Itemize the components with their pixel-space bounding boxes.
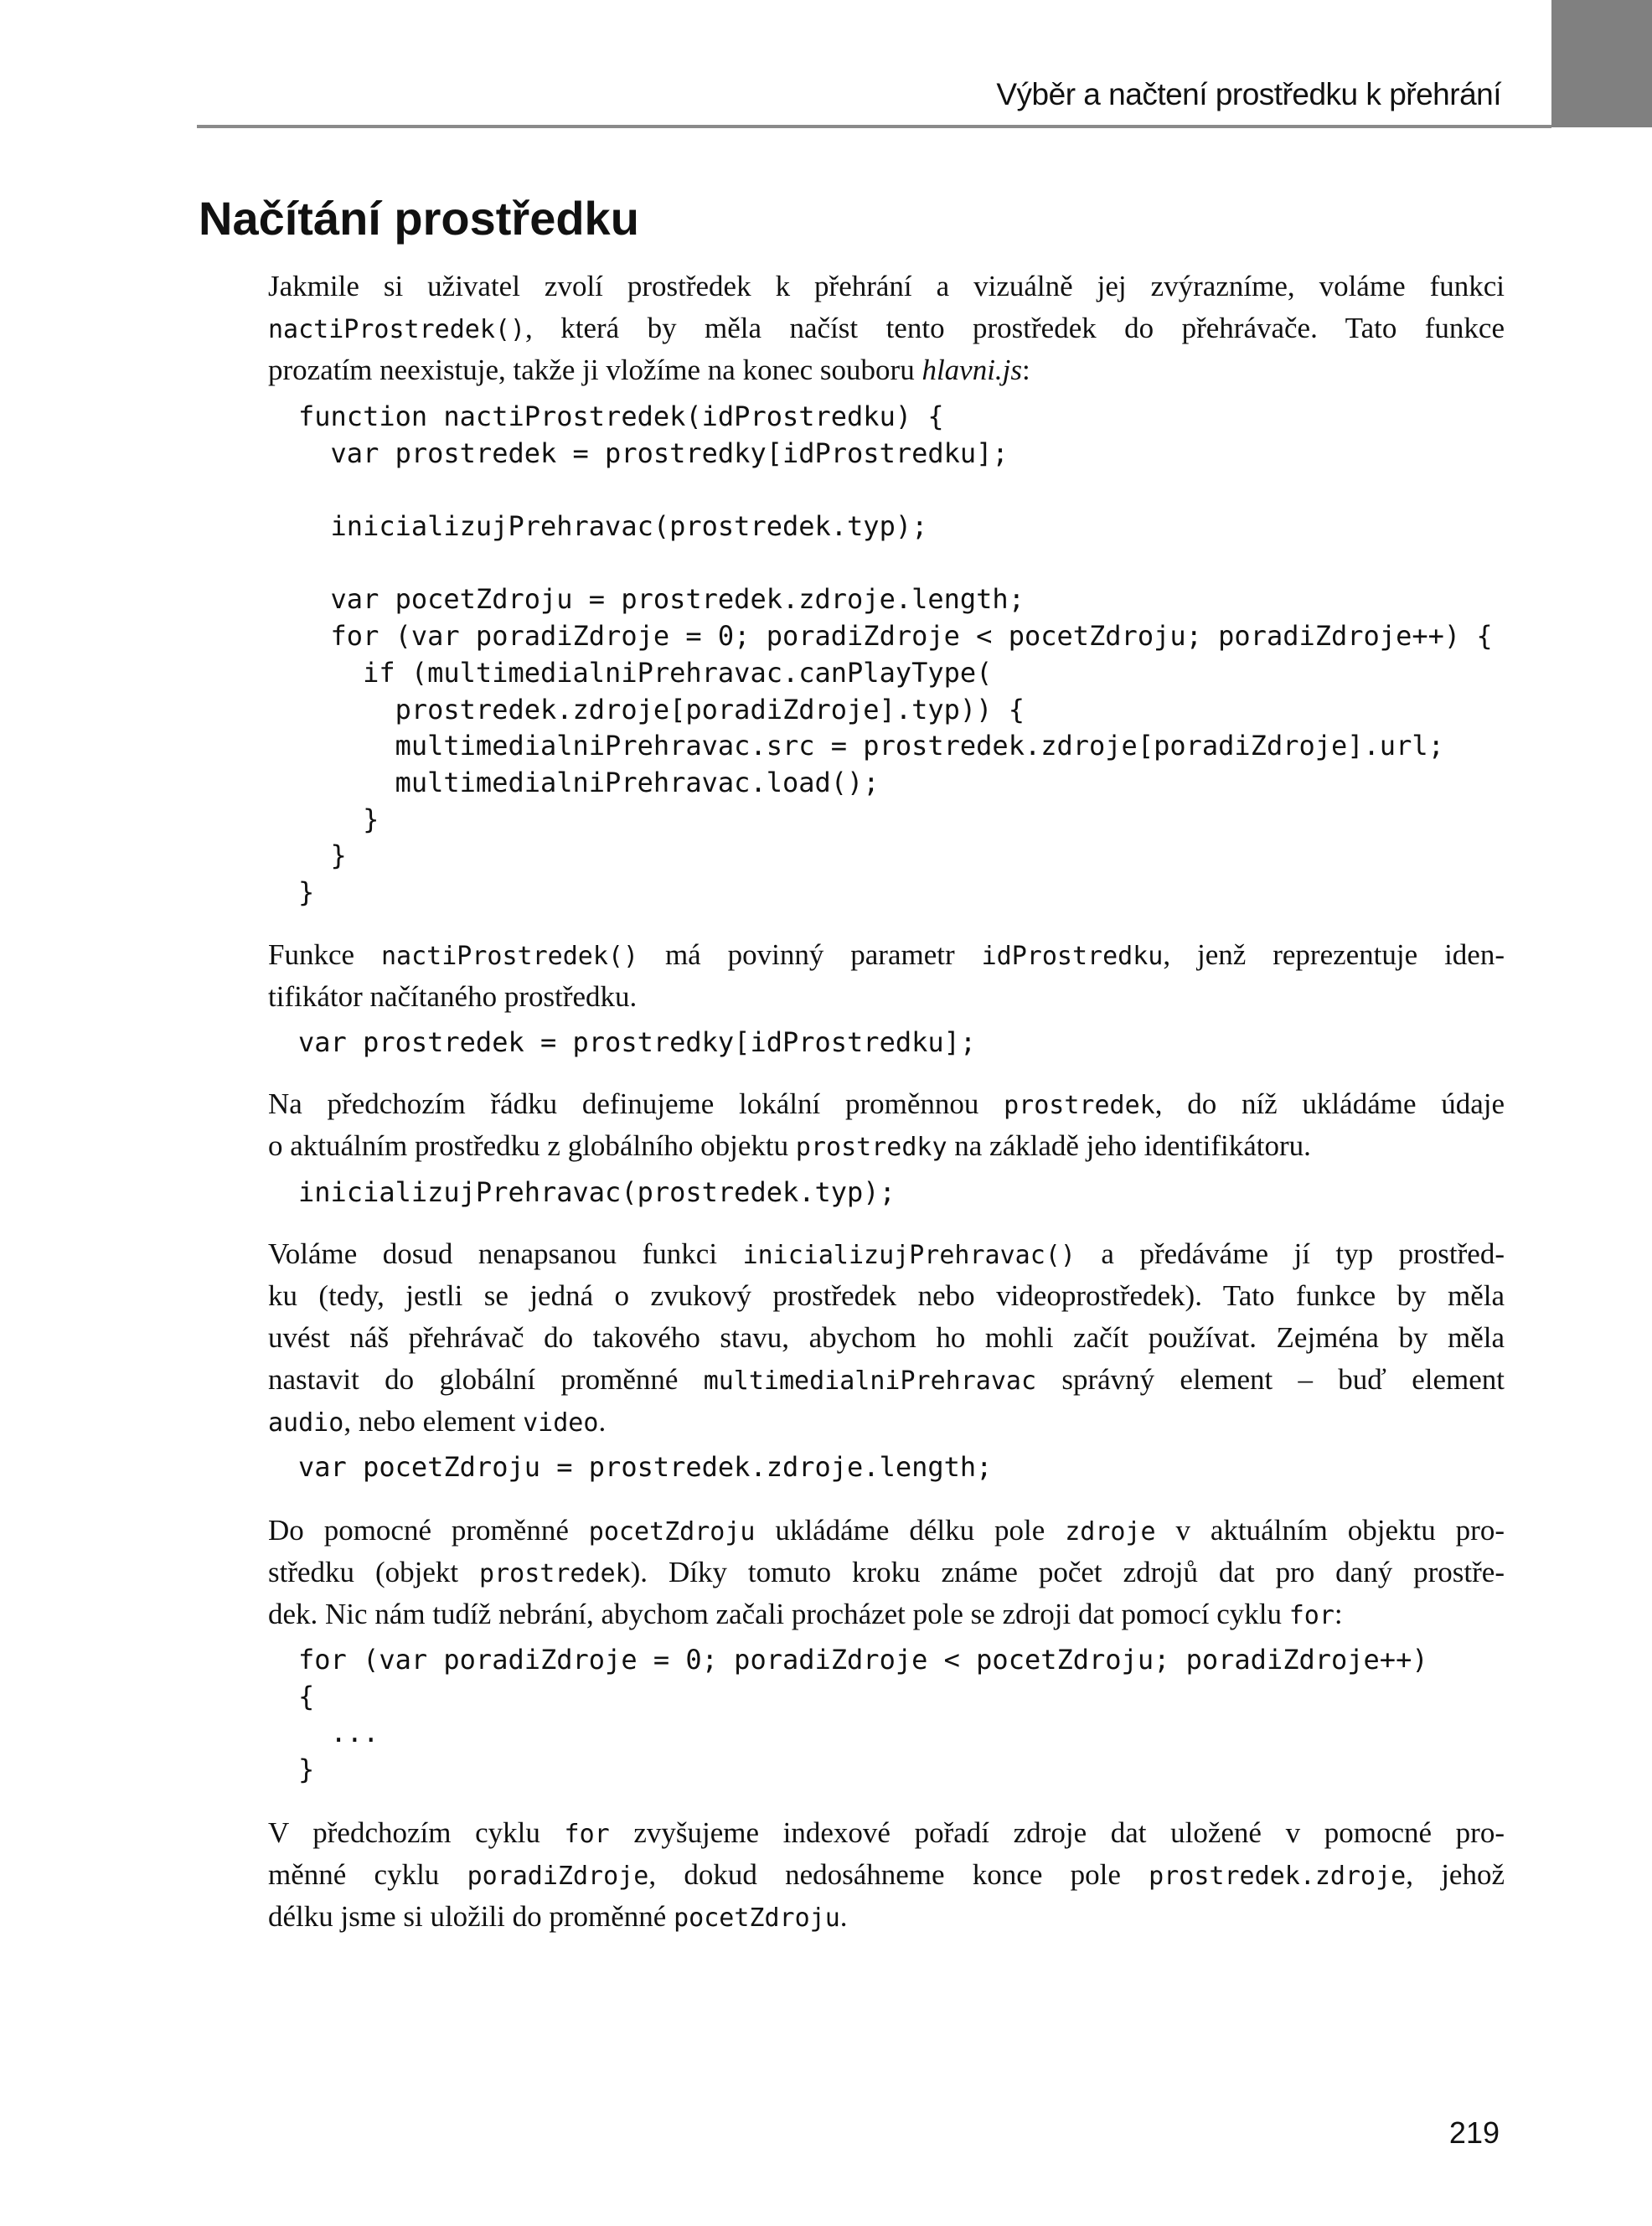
text-line	[268, 1552, 1505, 1593]
text-line	[268, 1593, 1505, 1635]
code-line: }	[298, 875, 315, 908]
code-line: if (multimedialniPrehravac.canPlayType(	[298, 656, 993, 689]
text-run: .	[839, 1900, 848, 1933]
text-line	[268, 976, 1505, 1018]
inline-code: prostredek	[479, 1559, 631, 1588]
header-rule	[197, 125, 1551, 128]
text-run: zvyšujeme indexové pořadí zdroje dat uložené v pomocné pro-	[609, 1816, 1505, 1849]
text-run: středku (objekt	[268, 1556, 480, 1588]
text-run: o aktuálním prostředku z globálního objektu	[268, 1129, 796, 1162]
paragraph	[268, 1510, 1505, 1635]
text-run: ). Díky tomuto kroku známe počet zdrojů dat pro daný prostře-	[630, 1556, 1505, 1588]
code-line: }	[298, 803, 379, 835]
code-block	[298, 1449, 992, 1486]
text-run: uvést náš přehrávač do takového stavu, abychom ho mohli začít používat. Zejména by měla	[268, 1321, 1505, 1354]
text-run: v aktuálním objektu pro-	[1155, 1514, 1505, 1547]
text-run: , jehož	[1406, 1858, 1505, 1891]
text-run: , jenž reprezentuje iden-	[1163, 938, 1505, 971]
text-line	[268, 1401, 1505, 1443]
text-run: , nebo element	[343, 1405, 524, 1438]
code-block	[298, 1025, 976, 1061]
chapter-tab	[1551, 0, 1652, 127]
text-line	[268, 934, 1505, 976]
code-line: inicializujPrehravac(prostredek.typ);	[298, 510, 928, 543]
code-line: {	[298, 1680, 315, 1712]
text-run: má povinný parametr	[638, 938, 982, 971]
inline-code: poradiZdroje	[467, 1862, 649, 1891]
text-line	[268, 307, 1505, 349]
code-line: for (var poradiZdroje = 0; poradiZdroje < pocetZdroju; poradiZdroje++)	[298, 1644, 1428, 1676]
running-header: Výběr a načtení prostředku k přehrání	[996, 77, 1501, 111]
code-line: multimedialniPrehravac.load();	[298, 766, 880, 798]
inline-code: nactiProstredek()	[380, 942, 639, 971]
code-line: for (var poradiZdroje = 0; poradiZdroje < pocetZdroju; poradiZdroje++) {	[298, 620, 1493, 653]
text-run: V předchozím cyklu	[268, 1816, 565, 1849]
text-run: Jakmile si uživatel zvolí prostředek k přehrání a vizuálně jej zvýrazníme, voláme funkci	[268, 270, 1505, 302]
paragraph	[268, 934, 1505, 1018]
inline-code: audio	[268, 1408, 344, 1438]
page-number: 219	[1448, 2115, 1500, 2150]
inline-code: inicializujPrehravac()	[742, 1241, 1076, 1270]
text-run: dek. Nic nám tudíž nebrání, abychom začali procházet pole se zdroji dat pomocí cyklu	[268, 1598, 1289, 1630]
text-run: nastavit do globální proměnné	[268, 1363, 704, 1396]
text-line	[268, 1812, 1505, 1854]
code-line: multimedialniPrehravac.src = prostredek.zdroje[poradiZdroje].url;	[298, 730, 1444, 762]
text-run: ku (tedy, jestli se jedná o zvukový prostředek nebo videoprostředek). Tato funkce by měla	[268, 1279, 1505, 1312]
code-block	[298, 1175, 896, 1211]
inline-code: idProstredku	[981, 942, 1164, 971]
text-run: Funkce	[268, 938, 381, 971]
text-line	[268, 1125, 1505, 1167]
text-run: Do pomocné proměnné	[268, 1514, 589, 1547]
text-run: správný element – buď element	[1036, 1363, 1505, 1396]
text-line	[268, 266, 1505, 307]
code-block	[298, 1642, 1428, 1789]
text-run: na základě jeho identifikátoru.	[947, 1129, 1311, 1162]
inline-code: zdroje	[1065, 1517, 1156, 1547]
text-run: :	[1334, 1598, 1343, 1630]
code-line: }	[298, 839, 347, 872]
emphasis: hlavni.js	[922, 354, 1023, 386]
text-line	[268, 1275, 1505, 1317]
text-line	[268, 1233, 1505, 1275]
inline-code: prostredek	[1004, 1091, 1155, 1120]
inline-code: pocetZdroju	[588, 1517, 756, 1547]
text-run: .	[598, 1405, 607, 1438]
code-line: }	[298, 1753, 315, 1786]
text-run: , dokud nedosáhneme konce pole	[648, 1858, 1149, 1891]
text-run: Na předchozím řádku definujeme lokální proměnnou	[268, 1087, 1004, 1120]
inline-code: multimedialniPrehravac	[703, 1366, 1037, 1396]
text-run: ukládáme délku pole	[755, 1514, 1066, 1547]
text-line	[268, 1359, 1505, 1401]
code-line: ...	[298, 1717, 379, 1749]
inline-code: pocetZdroju	[674, 1903, 840, 1933]
text-line	[268, 349, 1505, 391]
paragraph	[268, 266, 1505, 391]
text-line	[268, 1854, 1505, 1896]
text-run: prozatím neexistuje, takže ji vložíme na konec souboru	[268, 354, 922, 386]
paragraph	[268, 1083, 1505, 1167]
paragraph	[268, 1233, 1505, 1443]
code-line: var prostredek = prostredky[idProstredku];	[298, 1026, 977, 1058]
text-line	[268, 1083, 1505, 1125]
code-line: prostredek.zdroje[poradiZdroje].typ)) {	[298, 693, 1025, 726]
code-line: inicializujPrehravac(prostredek.typ);	[298, 1176, 896, 1208]
paragraph	[268, 1812, 1505, 1938]
code-line: var pocetZdroju = prostredek.zdroje.length;	[298, 583, 1025, 616]
text-run: a předáváme jí typ prostřed-	[1075, 1237, 1505, 1270]
text-run: , do níž ukládáme údaje	[1154, 1087, 1505, 1120]
inline-code: prostredky	[795, 1133, 947, 1162]
inline-code: for	[1288, 1601, 1335, 1630]
section-title: Načítání prostředku	[199, 192, 639, 245]
inline-code: nactiProstredek()	[268, 315, 526, 344]
inline-code: prostredek.zdroje	[1149, 1862, 1407, 1891]
code-block	[298, 399, 1493, 912]
code-line: function nactiProstredek(idProstredku) {	[298, 400, 944, 432]
text-line	[268, 1896, 1505, 1938]
text-run: , která by měla načíst tento prostředek do přehrávače. Tato funkce	[525, 312, 1505, 344]
text-line	[268, 1317, 1505, 1359]
text-run: tifikátor načítaného prostředku.	[268, 980, 638, 1013]
text-run: měnné cyklu	[268, 1858, 467, 1891]
text-run: délku jsme si uložili do proměnné	[268, 1900, 674, 1933]
inline-code: for	[564, 1820, 610, 1849]
code-line: var prostredek = prostredky[idProstredku];	[298, 436, 1009, 469]
text-run: Voláme dosud nenapsanou funkci	[268, 1237, 743, 1270]
text-line	[268, 1510, 1505, 1552]
code-line: var pocetZdroju = prostredek.zdroje.length;	[298, 1451, 993, 1483]
inline-code: video	[523, 1408, 599, 1438]
code-line	[298, 545, 1493, 582]
code-line	[298, 472, 1493, 509]
text-run: :	[1022, 354, 1030, 386]
